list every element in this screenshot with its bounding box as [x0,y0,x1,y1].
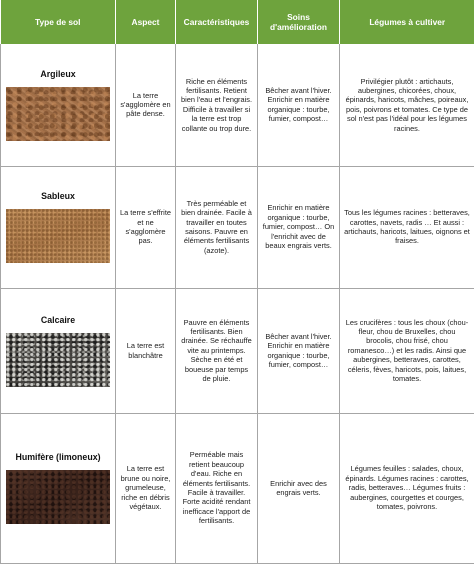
aspect-cell: La terre s'agglomère en pâte dense. [116,44,176,166]
soil-texture-image [6,87,110,141]
table-row [1,166,474,288]
caracteristiques-cell: Pauvre en éléments fertilisants. Bien drainée. Se réchauffe vite au printemps. Sèche en été et boueuse par temps de pluie. [176,288,258,413]
table-row [1,288,474,413]
header-row [1,0,474,44]
soins-cell: Bêcher avant l'hiver. Enrichir en matière organique : tourbe, fumier, compost… [258,288,340,413]
legumes-cell: Les crucifères : tous les choux (chou-fleur, chou de Bruxelles, chou brocolis, chou frisé, chou romanesco…) et les radis. Ainsi que aubergines, betteraves, carottes, céleris, fèves, haricots, pois, laitues, tomates. [340,288,474,413]
soil-type-name: Argileux [40,68,76,79]
header-caracteristiques: Caractéristiques [176,0,258,44]
header-aspect: Aspect [116,0,176,44]
legumes-cell: Tous les légumes racines : betteraves, carottes, navets, radis … Et aussi : artichauts, haricots, laitues, oignons et fraises. [340,166,474,288]
type-cell [1,166,116,288]
aspect-cell: La terre est blanchâtre [116,288,176,413]
soil-type-name: Humifère (limoneux) [15,452,101,462]
soil-type-name: Calcaire [40,314,76,325]
table-row [1,413,474,563]
soil-texture-image [6,470,110,524]
soil-texture-image [6,333,110,387]
header-legumes: Légumes à cultiver [340,0,474,44]
type-cell [1,413,116,563]
soins-cell: Enrichir en matière organique : tourbe, fumier, compost… On l'enrichit avec de beaux engrais verts. [258,166,340,288]
soins-cell: Bêcher avant l'hiver. Enrichir en matière organique : tourbe, fumier, compost… [258,44,340,166]
caracteristiques-cell: Riche en éléments fertilisants. Retient bien l'eau et l'engrais. Difficile à travailler si la terre est trop collante ou trop dure. [176,44,258,166]
header-soins: Soins d'amélioration [258,0,340,44]
type-cell [1,44,116,166]
caracteristiques-cell: Perméable mais retient beaucoup d'eau. Riche en éléments fertilisants. Facile à travailler. Forte acidité rendant inefficace l'apport de fertilisants. [176,413,258,563]
aspect-cell: La terre s'effrite et ne s'agglomère pas. [116,166,176,288]
soil-texture-image [6,209,110,263]
type-cell [1,288,116,413]
caracteristiques-cell: Très perméable et bien drainée. Facile à travailler en toutes saisons. Pauvre en éléments fertilisants (azote). [176,166,258,288]
table-row [1,44,474,166]
aspect-cell: La terre est brune ou noire, grumeleuse, riche en débris végétaux. [116,413,176,563]
soins-cell: Enrichir avec des engrais verts. [258,413,340,563]
legumes-cell: Privilégier plutôt : artichauts, aubergines, chicorées, choux, épinards, haricots, mâches, poireaux, pois, poivrons et tomates. Ce type de sol n'est pas l'idéal pour les légumes racines. [340,44,474,166]
soil-type-name: Sableux [41,191,75,201]
header-type: Type de sol [1,0,116,44]
legumes-cell: Légumes feuilles : salades, choux, épinards. Légumes racines : carottes, radis, betteraves… Légumes fruits : aubergines, courgettes et courges, tomates, poivrons. [340,413,474,563]
